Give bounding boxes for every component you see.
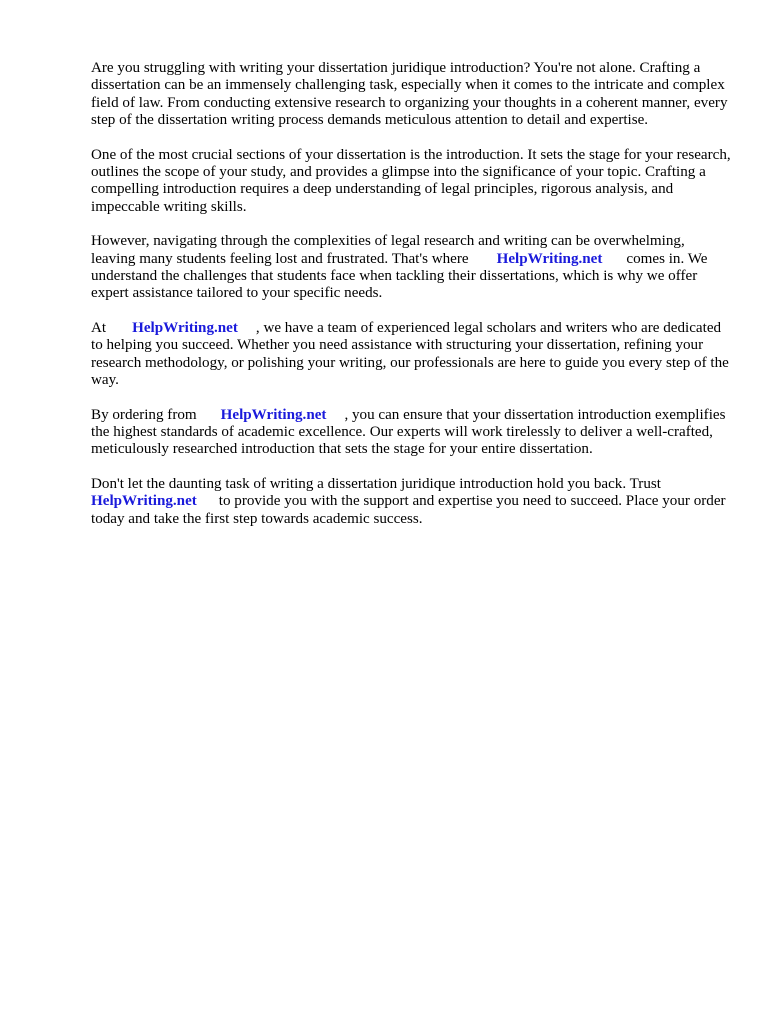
helpwriting-link[interactable]: HelpWriting.net: [496, 250, 603, 267]
helpwriting-link[interactable]: HelpWriting.net: [132, 319, 238, 336]
paragraph-intro: [91, 60, 731, 130]
paragraph-call-to-action: [91, 476, 731, 528]
paragraph-text: At: [91, 319, 107, 336]
helpwriting-link[interactable]: HelpWriting.net: [91, 493, 197, 510]
document-body: [91, 60, 731, 545]
paragraph-text: , we have a team of experienced legal scholars and writers who are dedicated to helping you succeed. Whether you need assistance with structuring your dissertation, refining your research methodology, or polishing your writing, our professionals are here to guide you every step of the way.: [91, 319, 729, 389]
paragraph-text: However, navigating through the complexities of legal research and writing can be overwhelming, leaving many students feeling lost and frustrated. That's where: [91, 233, 685, 267]
paragraph-introduction-importance: [91, 147, 731, 217]
helpwriting-link[interactable]: HelpWriting.net: [220, 406, 327, 423]
paragraph-text: , you can ensure that your dissertation introduction exemplifies the highest standards of academic excellence. Our experts will work tirelessly to deliver a well-crafted, meticulously researched introduction that sets the stage for your entire dissertation.: [91, 406, 726, 458]
paragraph-challenges: [91, 233, 731, 303]
paragraph-text: Don't let the daunting task of writing a dissertation juridique introduction hold you back. Trust: [91, 475, 661, 492]
paragraph-text: comes in. We understand the challenges that students face when tackling their dissertations, which is why we offer expert assistance tailored to your specific needs.: [91, 250, 708, 302]
paragraph-text: One of the most crucial sections of your dissertation is the introduction. It sets the stage for your research, outlines the scope of your study, and provides a glimpse into the significance of your topic. Crafting a compelling introduction requires a deep understanding of legal principles, rigorous analysis, and impeccable writing skills.: [91, 146, 731, 215]
paragraph-text: to provide you with the support and expertise you need to succeed. Place your order today and take the first step towards academic success.: [91, 493, 726, 527]
paragraph-text: By ordering from: [91, 406, 197, 423]
paragraph-ordering: [91, 407, 731, 459]
paragraph-text: Are you struggling with writing your dissertation juridique introduction? You're not alone. Crafting a dissertation can be an immensely challenging task, especially when it comes to the intricate and complex field of law. From conducting extensive research to organizing your thoughts in a coherent manner, every step of the dissertation writing process demands meticulous attention to detail and expertise.: [91, 60, 728, 129]
paragraph-team: [91, 320, 731, 390]
